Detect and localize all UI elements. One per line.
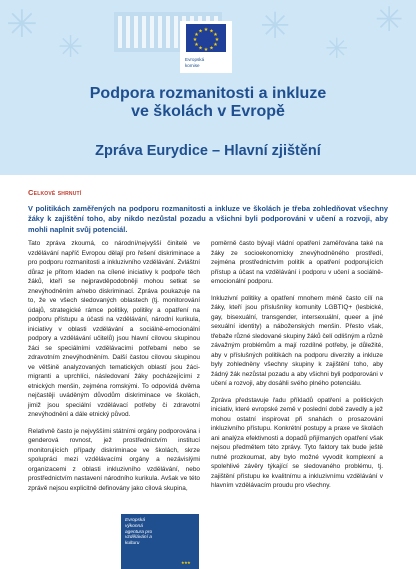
svg-text:★: ★ (194, 42, 199, 48)
svg-text:★: ★ (213, 32, 218, 38)
svg-text:★: ★ (209, 45, 214, 52)
eacea-caption: Evropská výkonná agentura pro vzdělávání a kulturu (125, 518, 153, 547)
paragraph: Zpráva představuje řadu příkladů opatření a politických iniciativ, které evropské země v poslední době zavedly a jež mohou ostatní inspirovat při snahách o prosazování inkluzivního přístupu. Konkrétní postupy a praxe ve školách ani analýza efektivnosti a dopadů přijímaných opatření však nejsou předmětem této zprávy. Tyto faktory tak bude ještě nutné prozkoumat, aby bylo možné vyvodit komplexní a spolehlivé závěry týkající se sledovaného problému, tj. zajištění přístupu ke kvalitnímu a inkluzivnímu vzdělávání v hlavním vzdělávacím proudu pro všechny. (211, 396, 383, 489)
paragraph: poměrně často bývají vládní opatření zaměřována také na žáky ze socioekonomicky znevýhodněného prostředí, zejména prostřednictvím politik a opatření podporujících přístup a účast na vzdělávání i podporu v učení a sociálně-emocionální podporu. (211, 240, 383, 285)
logo-caption: Evropská komise (185, 57, 205, 68)
svg-text:★: ★ (203, 27, 209, 33)
right-column (211, 239, 383, 498)
svg-text:★: ★ (198, 28, 203, 35)
eurydice-background-pattern: ✳ ✳ ✳ ✳ ✳ (6, 0, 404, 65)
svg-text:★: ★ (213, 42, 218, 48)
paragraph: Relativně často je nejvyššími státními orgány podporována i genderová rovnost, jež prostřednictvím institucí monitorujících případy diskriminace ve školách, skrze spolupráci mezi vzdělávacími orgány a nezávislými organizacemi z oblasti inkluzivního vzdělávání, nebo prostřednictvím nastavení národního kurikula. Avšak ve této zprávě nejsou explicitně definovány jako cílová skupina, (28, 427, 200, 492)
header-banner (0, 0, 416, 175)
svg-text:★: ★ (214, 37, 220, 43)
report-subtitle: Zpráva Eurydice – Hlavní zjištění (95, 143, 321, 159)
paragraph: Inkluzivní politiky a opatření mnohem méně často cílí na žáky, kteří jsou příslušníky komunity LGBTIQ+ (lesbické, gay, bisexuální, transgender, intersexuální, queer a jiné sexuální identity) a náboženských menšin. Přesto však, třebaže různé sledované skupiny žáků čelí odlišným a různě závažným problémům a mají rozdílné potřeby, je důležité, aby v příslušných politikách na podporu diverzity a inkluze byly zohledněny všechny skupiny k zajištění toho, aby žádný žák nezůstal pozadu a aby všichni byli podporováni v učení a rozvoji, aby dosáhli svého plného potenciálu. (211, 294, 383, 387)
page-title: Podpora rozmanitosti a inkluze ve školách v Evropě (89, 85, 327, 120)
section-heading: Celkové shrnutí (28, 188, 82, 197)
paragraph: Tato zpráva zkoumá, co národní/nejvyšší činitelé ve vzdělávání napříč Evropou dělají pro řešení diskriminace a pro podporu rozmanitosti a inkluzivního vzdělávání. Zvláštní důraz je přitom kladen na cílené iniciativy k podpoře těch žáků, kteří se nejpravděpodobněji mohou setkat se znevýhodněním a/nebo diskriminací. Zpráva poukazuje na to, že ve všech sledovaných oblastech (tj. monitorování údajů, strategické rámce politiky, politiky a opatření na podporu přístupu a účasti na vzdělávání, národní kurikula, iniciativy v oblasti vzdělávání a sociálně-emocionální podpory a vzdělávání učitelů) jsou hlavní cílovou skupinou žáci se speciálními vzdělávacími potřebami nebo se zdravotním znevýhodněním. Další častou cílovou skupinou ve většině analyzovaných tematických oblastí jsou žáci-migranti a uprchlíci, následovaní žáky pocházejícími z etnických menšin, zejména romskými. To odpovídá dvěma nejčastěji uváděným důvodům diskriminace ve školách, jimiž jsou speciální vzdělávací potřeby či zdravotní znevýhodnění a dále etnický původ. (28, 240, 200, 418)
intro-paragraph: V politikách zaměřených na podporu rozmanitosti a inkluze ve školách je třeba zohledňovat všechny žáky k zajištění toho, aby nikdo nezůstal pozadu a všichni byli podporováni v učení a rozvoji, aby mohli naplnit svůj potenciál. (28, 204, 388, 234)
svg-text:★: ★ (209, 28, 214, 35)
svg-text:★: ★ (194, 32, 199, 38)
eacea-logo-box (121, 514, 199, 569)
svg-text:★: ★ (192, 37, 198, 43)
left-column (28, 239, 200, 500)
svg-text:★: ★ (198, 45, 203, 52)
eu-stars-icon: ★★★ (181, 560, 191, 565)
svg-text:★: ★ (203, 47, 209, 53)
